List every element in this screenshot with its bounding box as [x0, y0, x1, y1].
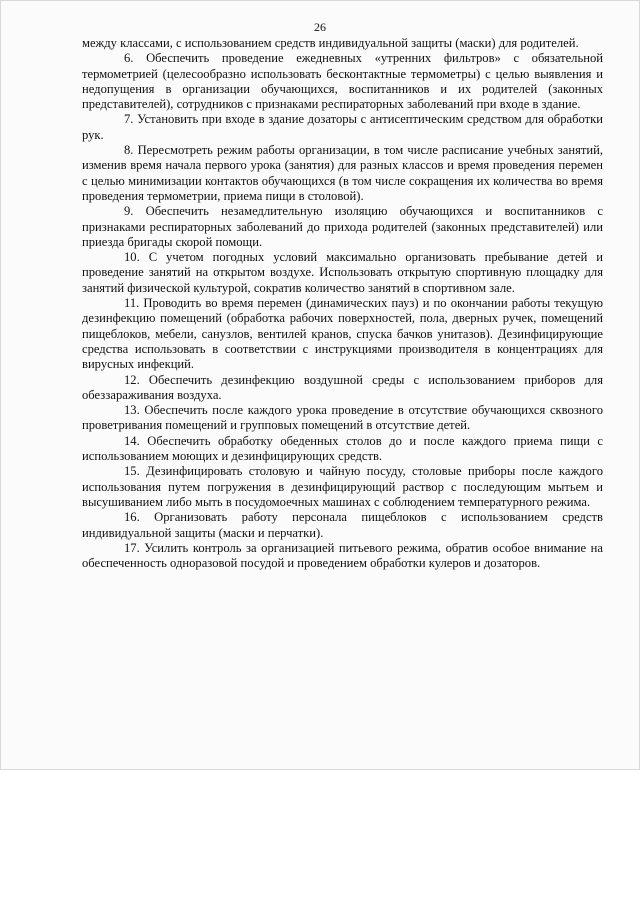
paragraph-item-14: 14. Обеспечить обработку обеденных столов до и после каждого приема пищи с использованием моющих и дезинфицирующих средств.: [82, 433, 603, 464]
paragraph-item-10: 10. С учетом погодных условий максимально организовать пребывание детей и проведение занятий на открытом воздухе. Использовать открытую спортивную площадку для занятий физической культурой, сократив количество занятий в спортивном зале.: [82, 250, 603, 295]
paragraph-item-16: 16. Организовать работу персонала пищеблоков с использованием средств индивидуальной защиты (маски и перчатки).: [82, 510, 603, 540]
paragraph-continuation: между классами, с использованием средств индивидуальной защиты (маски) для родителей.: [82, 36, 579, 50]
paragraph-item-12: 12. Обеспечить дезинфекцию воздушной среды с использованием приборов для обеззараживания воздуха.: [82, 372, 603, 402]
paragraph-item-13: 13. Обеспечить после каждого урока проведение в отсутствие обучающихся сквозного проветривания помещений и групповых помещений в отсутствие детей.: [82, 403, 603, 433]
blank-area: [0, 770, 640, 905]
paragraph-item-17: 17. Усилить контроль за организацией питьевого режима, обратив особое внимание на обеспеченность одноразовой посудой и проведением обработки кулеров и дозаторов.: [82, 540, 603, 571]
paragraph-item-6: 6. Обеспечить проведение ежедневных «утренних фильтров» с обязательной термометрией (целесообразно использовать бесконтактные термометры) с целью выявления и недопущения в организации обучающихся, воспитанников и их родителей (законных представителей), сотрудников с признаками респираторных заболеваний при входе в здание.: [82, 51, 603, 112]
document-body: [82, 36, 603, 571]
paragraph-item-9: 9. Обеспечить незамедлительную изоляцию обучающихся и воспитанников с признаками респираторных заболеваний до прихода родителей (законных представителей) или приезда бригады скорой помощи.: [82, 204, 603, 249]
paragraph-item-8: 8. Пересмотреть режим работы организации, в том числе расписание учебных занятий, изменив время начала первого урока (занятия) для разных классов и время проведения перемен с целью минимизации контактов обучающихся (в том числе сокращения их количества во время проведения термометрии, приема пищи в столовой).: [82, 143, 603, 203]
paragraph-item-11: 11. Проводить во время перемен (динамических пауз) и по окончании работы текущую дезинфекцию помещений (обработка рабочих поверхностей, пола, дверных ручек, помещений пищеблоков, мебели, санузлов, вентилей кранов, спуска бачков унитазов). Дезинфицирующие средства использовать в соответствии с инструкциями производителя в концентрациях для вирусных инфекций.: [82, 296, 603, 372]
page-number: 26: [314, 20, 326, 34]
paragraph-item-15: 15. Дезинфицировать столовую и чайную посуду, столовые приборы после каждого использования путем погружения в дезинфицирующий раствор с последующим мытьем и высушиванием либо мыть в посудомоечных машинах с соблюдением температурного режима.: [82, 464, 603, 509]
paragraph-item-7: 7. Установить при входе в здание дозаторы с антисептическим средством для обработки рук.: [82, 112, 603, 142]
